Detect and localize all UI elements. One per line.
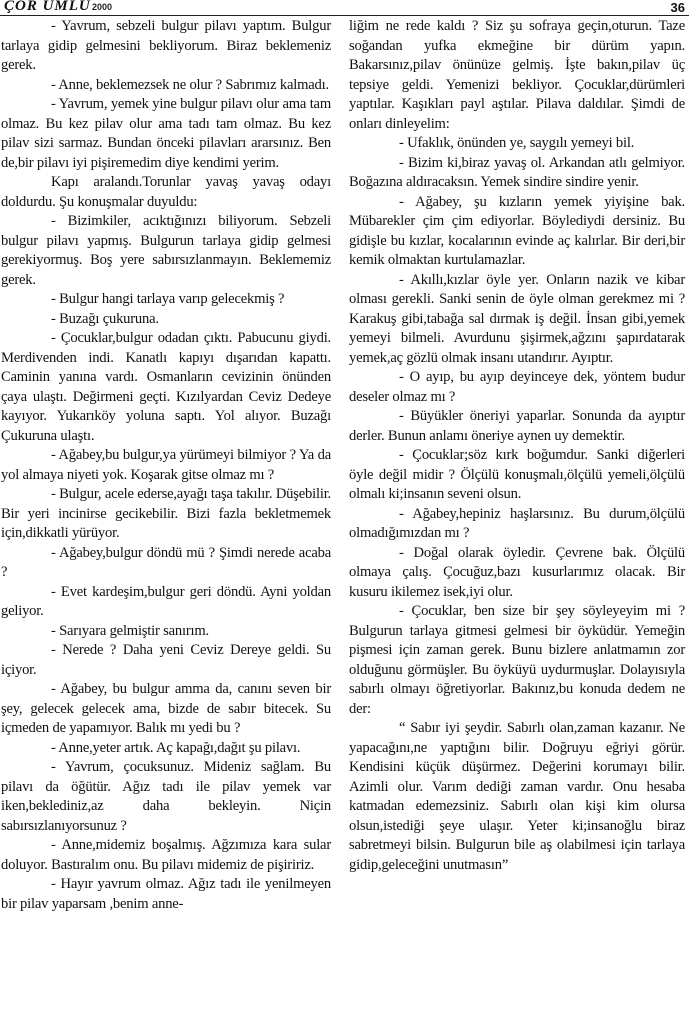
- left-text-column: [1, 17, 331, 914]
- magazine-logo: ÇOR UMLU: [4, 0, 91, 14]
- paragraph: - Ağabey,hepiniz haşlarsınız. Bu durum,ölçülü olmadığımızdan mı ?: [349, 505, 685, 541]
- paragraph: Kapı aralandı.Torunlar yavaş yavaş odayı doldurdu. Şu konuşmalar duyuldu:: [1, 174, 331, 210]
- paragraph: - Ağabey,bu bulgur,ya yürümeyi bilmiyor ? Ya da yol almaya niyeti yok. Koşarak gitse olmaz mı ?: [1, 447, 331, 483]
- paragraph: - Anne, beklemezsek ne olur ? Sabrımız kalmadı.: [51, 76, 329, 93]
- paragraph: - Anne,midemiz boşalmış. Ağzımıza kara sular doluyor. Bastıralım onu. Bu pilavı midemiz de pişiririz.: [1, 837, 331, 873]
- header-rule: [0, 15, 689, 16]
- paragraph: - Yavrum, çocuksunuz. Mideniz sağlam. Bu pilavı da öğütür. Ağız tadı ile pilav yemek var iken,beklediniz,az daha bekleyin. Niçin sabırsızlanıyorsunuz ?: [1, 759, 331, 834]
- paragraph: - Bulgur, acele ederse,ayağı taşa takılır. Düşebilir. Bir yeri incinirse gecikebilir. Bizi fazla bekletmemek için,dikkatli yürüyor.: [1, 486, 331, 541]
- paragraph: - O ayıp, bu ayıp deyinceye dek, yöntem budur deseler olmaz mı ?: [349, 369, 685, 405]
- paragraph: - Yavrum, yemek yine bulgur pilavı olur ama tam olmaz. Bu kez pilav olur ama tadı tam olmaz. Bu kez pilav sizi sarmaz. Bundan önceki pilavları ararsınız. Ben de,bir pilavı iyi pişiremedim diye kendimi yerim.: [1, 96, 331, 171]
- paragraph: - Nerede ? Daha yeni Ceviz Dereye geldi. Su içiyor.: [1, 642, 331, 678]
- paragraph: - Ağabey, şu kızların yemek yiyişine bak. Mübarekler çim çim ediyorlar. Böylediydi dersiniz. Bu gidişle bu kızlar, kocalarının evinde aç kalırlar. Bir deri,bir kemik olmaktan kurtulamazlar.: [349, 193, 685, 268]
- paragraph: - Ağabey,bulgur döndü mü ? Şimdi nerede acaba ?: [1, 544, 331, 580]
- paragraph: - Ağabey, bu bulgur amma da, canını seven bir şey, gelecek gelecek ama, bizde de sabır bitecek. Su içmeden de yapamıyor. Balık mı yedi bu ?: [1, 681, 331, 736]
- paragraph: - Hayır yavrum olmaz. Ağız tadı ile yenilmeyen bir pilav yaparsam ,benim anne-: [1, 876, 331, 912]
- paragraph: - Sarıyara gelmiştir sanırım.: [51, 622, 209, 639]
- paragraph: - Doğal olarak öyledir. Çevrene bak. Ölçülü olmaya çalış. Çocuğuz,bazı kusurlarımız olacak. Bir kusuru ikilemez isek,iyi olur.: [349, 544, 685, 600]
- paragraph: - Yavrum, sebzeli bulgur pilavı yaptım. Bulgur tarlaya gidip gelmesini bekliyorum. Biraz beklemeniz gerek.: [1, 18, 331, 73]
- paragraph: - Çocuklar;söz kırk boğumdur. Sanki diğerleri öyle değil midir ? Ölçülü konuşmalı,ölçülü yemeli,ölçülü olmalı ki;insanın seveni olsun.: [349, 447, 685, 502]
- paragraph: - Evet kardeşim,bulgur geri döndü. Ayni yoldan geliyor.: [1, 583, 331, 619]
- paragraph: - Bulgur hangi tarlaya varıp gelecekmiş ?: [51, 291, 285, 307]
- page-number: 36: [670, 0, 685, 15]
- paragraph: - Çocuklar, ben size bir şey söyleyeyim mi ? Bulgurun tarlaya gitmesi gelmesi bir öyküdür. Yemeğin pişmesi için zaman gerek. Bunu bizlere anlatmamın zor olduğunu görmüşler. Bu öyküyü uydurmuşlar. Dolayısıyla sabırlı olmayı öğretiyorlar. Bakınız,bu konuda dedem ne der:: [349, 603, 685, 717]
- page-header: [0, 0, 689, 16]
- paragraph: - Büyükler öneriyi yaparlar. Sonunda da ayıptır derler. Bunun anlamı öneriye aynen uy demektir.: [349, 408, 685, 444]
- right-text-column: [349, 17, 685, 875]
- paragraph: - Bizim ki,biraz yavaş ol. Arkandan atlı gelmiyor. Boğazına aldıracaksın. Yemek sindire sindire yenir.: [349, 154, 685, 190]
- paragraph: - Anne,yeter artık. Aç kapağı,dağıt şu pilavı.: [51, 739, 301, 756]
- paragraph: - Çocuklar,bulgur odadan çıktı. Pabucunu giydi. Merdivenden indi. Kanatlı kapıyı dışarıdan kapattı. Caminin yanına vardı. Osmanların cevizinin önünden çaya ulaştı. Değirmeni geçti. Kızılyardan Ceviz Dedeye kayıyor. Yukarıköy yoluna saptı. Yol alıyor. Buzağı Çukuruna ulaştı.: [1, 330, 331, 444]
- paragraph: - Ufaklık, önünden ye, saygılı yemeyi bil.: [399, 135, 635, 151]
- issue-year: 2000: [92, 2, 113, 12]
- paragraph: liğim ne rede kaldı ? Siz şu sofraya geçin,oturun. Taze soğandan yufka ekmeğine bir dürüm yapın. Bakarsınız,pilav önünüze gelmiş. İşte bakın,pilav üç tepsiye geldi. Yemenizi bekliyor. Çocuklar,dürümleri yaptılar. Kaşıkları payl aştılar. Pilava daldılar. Şimdi de onları dinleyelim:: [349, 18, 685, 132]
- paragraph: - Bizimkiler, acıktığınızı biliyorum. Sebzeli bulgur pilavı yapmış. Bulgurun tarlaya gidip gelmesi gerekiyormuş. Boş yere sabırsızlanmayın. Beklememiz gerek.: [1, 213, 331, 288]
- paragraph: - Buzağı çukuruna.: [51, 310, 159, 327]
- paragraph: - Akıllı,kızlar öyle yer. Onların nazik ve kibar olması gerekli. Sanki senin de öyle olman gerekmez mi ? Karakuş gibi,tabağa sal dırmak iş değil. İnsan gibi,yemek yemeyi bilmeli. Avurdunu şişirmek,ağzını şapırdatarak yemek,aç gözlü olmak insanı utandırır. Ayıptır.: [349, 271, 685, 366]
- paragraph: “ Sabır iyi şeydir. Sabırlı olan,zaman kazanır. Ne yapacağını,ne yaptığını bilir. Doğruyu eğriyi görür. Kendisini küçük düşürmez. Değerini korumayı bilir. Azimli olur. Varım dediği zaman vardır. Onu hesaba katmadan edemezsiniz. Sabırlı olan kişi kim olursa olsun,istediği şeye ulaşır. Yeter ki;insanoğlu biraz sabretmeyi bilsin. Bulgurun bile aş olabilmesi için tarlaya gidip,geleceğini unutmasın”: [349, 720, 685, 873]
